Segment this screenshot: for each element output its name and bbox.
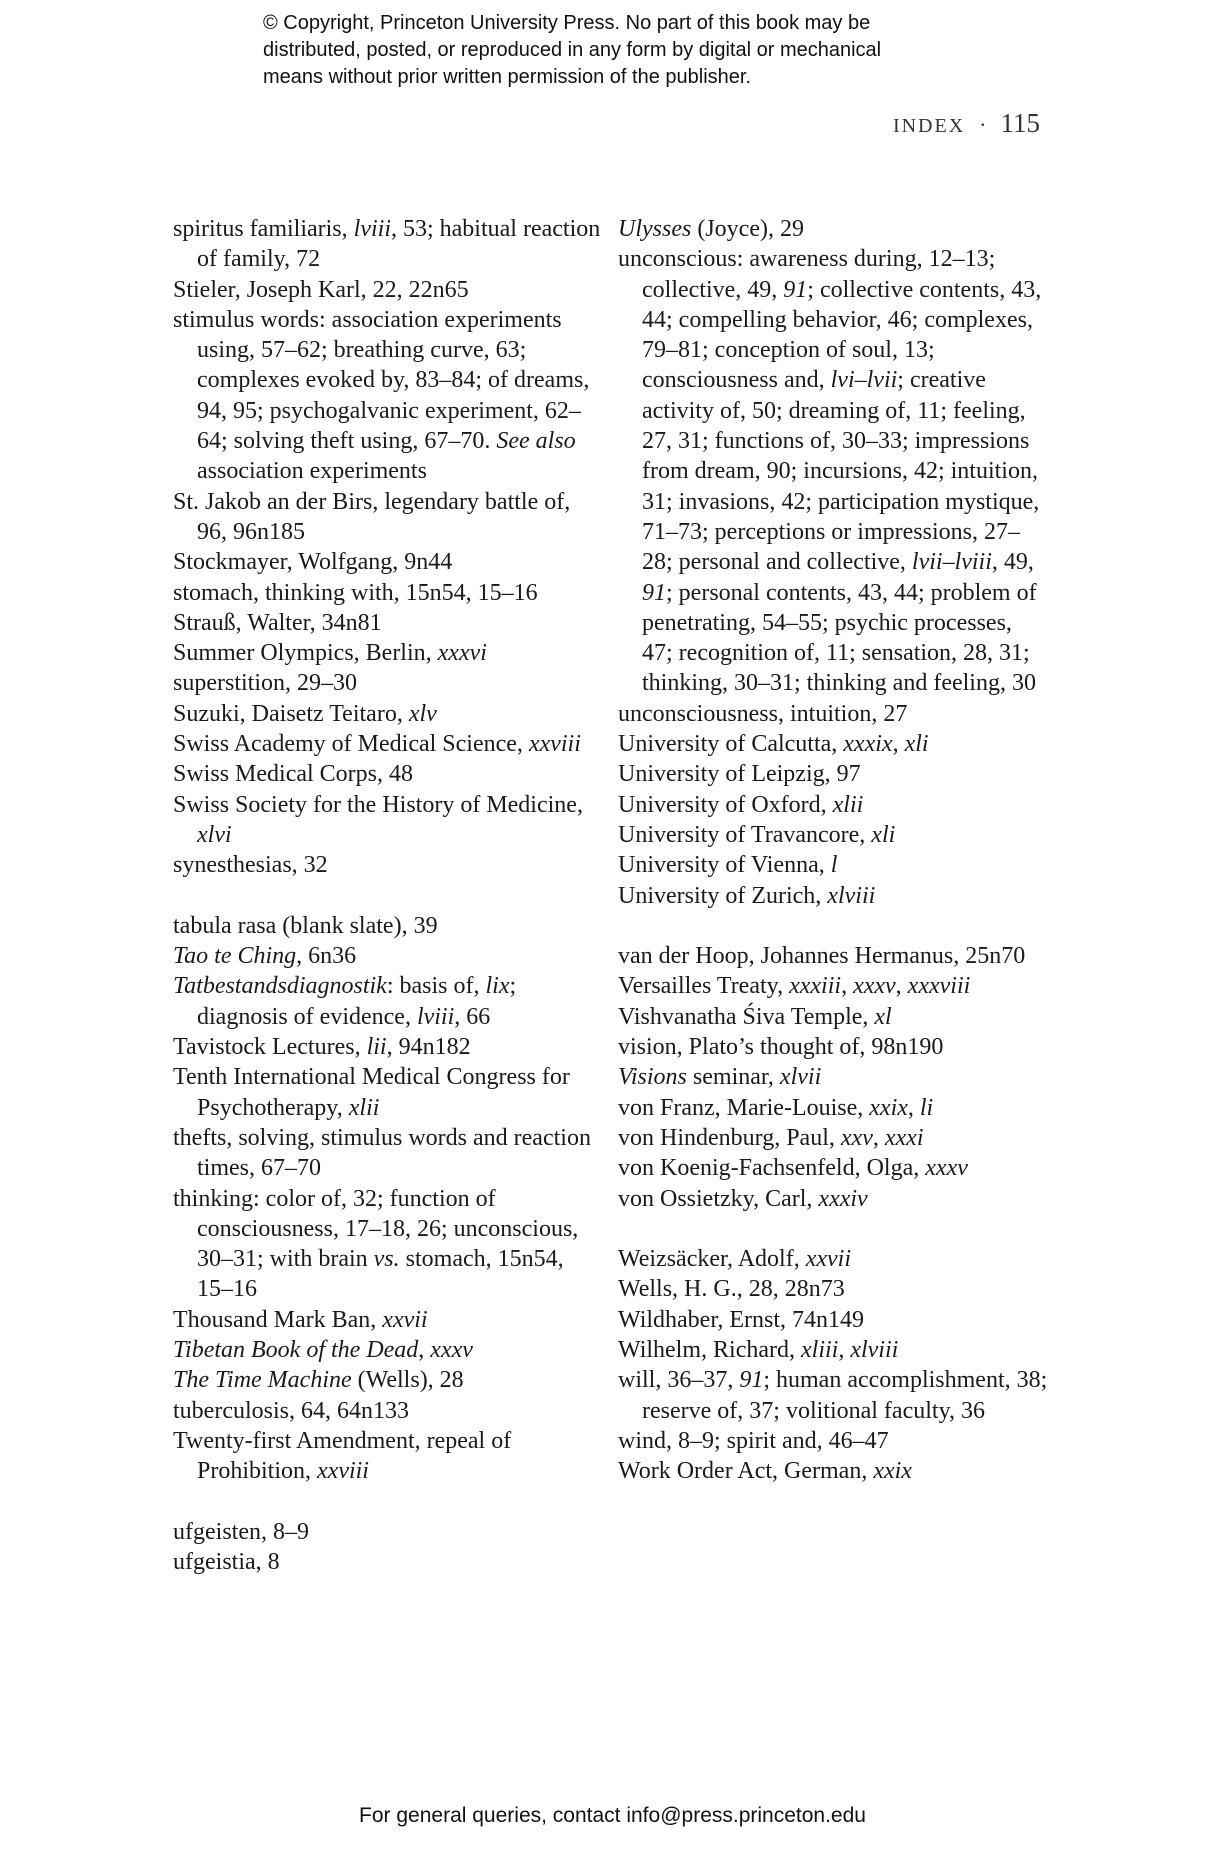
letter-group-gap	[173, 1486, 603, 1516]
index-entry: University of Calcutta, xxxix, xli	[618, 731, 929, 758]
index-entry: Visions seminar, xlvii	[618, 1064, 822, 1091]
running-head-separator: ·	[979, 112, 987, 137]
index-entry: University of Travancore, xli	[618, 821, 896, 848]
index-entry: tabula rasa (blank slate), 39	[173, 912, 438, 939]
index-entry: The Time Machine (Wells), 28	[173, 1367, 464, 1394]
index-entry: Ulysses (Joyce), 29	[618, 216, 804, 242]
index-entry: vision, Plato’s thought of, 98n190	[618, 1034, 944, 1061]
index-entry: Wilhelm, Richard, xliii, xlviii	[618, 1336, 899, 1363]
index-entry: Suzuki, Daisetz Teitaro, xlv	[173, 700, 437, 727]
index-entry: Stieler, Joseph Karl, 22, 22n65	[173, 276, 469, 303]
index-entry: spiritus familiaris, lviii, 53; habitual reaction of family, 72	[173, 216, 601, 273]
index-column-left	[173, 214, 603, 1577]
copyright-notice	[263, 10, 983, 91]
index-entry: Weizsäcker, Adolf, xxvii	[618, 1246, 851, 1273]
index-entry: Tibetan Book of the Dead, xxxv	[173, 1336, 473, 1363]
index-entry: thefts, solving, stimulus words and reaction times, 67–70	[173, 1124, 591, 1182]
index-entry: ufgeisten, 8–9	[173, 1518, 309, 1545]
copyright-line: distributed, posted, or reproduced in any form by digital or mechanical	[263, 39, 882, 61]
index-entry: Tavistock Lectures, lii, 94n182	[173, 1034, 471, 1061]
index-entry: von Ossietzky, Carl, xxxiv	[618, 1185, 868, 1212]
index-entry: University of Oxford, xlii	[618, 791, 864, 818]
running-head-label: INDEX	[892, 115, 966, 137]
index-entry: wind, 8–9; spirit and, 46–47	[618, 1427, 889, 1454]
index-entry: Swiss Society for the History of Medicine, xlvi	[173, 791, 583, 848]
index-entry: Swiss Medical Corps, 48	[173, 761, 413, 788]
index-column-right	[618, 214, 1048, 1486]
index-entry: stomach, thinking with, 15n54, 15–16	[173, 579, 538, 606]
index-entry: Tatbestandsdiagnostik: basis of, lix; diagnosis of evidence, lviii, 66	[173, 973, 517, 1030]
index-entry: stimulus words: association experiments using, 57–62; breathing curve, 63; complexes evoked by, 83–84; of dreams, 94, 95; psychogalvanic experiment, 62–64; solving theft using, 67–70. See also association experiments	[173, 306, 590, 485]
copyright-line: © Copyright, Princeton University Press. No part of this book may be	[263, 12, 871, 34]
page-number: 115	[1000, 108, 1040, 138]
index-entry: von Franz, Marie-Louise, xxix, li	[618, 1094, 934, 1121]
index-entry: Swiss Academy of Medical Science, xxviii	[173, 731, 581, 758]
index-entry: superstition, 29–30	[173, 670, 357, 697]
index-entry: University of Vienna, l	[618, 852, 838, 879]
footer-contact: For general queries, contact info@press.princeton.edu	[359, 1804, 866, 1827]
index-entry: synesthesias, 32	[173, 852, 328, 879]
index-entry: Tenth International Medical Congress for Psychotherapy, xlii	[173, 1064, 570, 1121]
index-entry: unconsciousness, intuition, 27	[618, 700, 908, 727]
index-entry: Strauß, Walter, 34n81	[173, 609, 382, 636]
index-entry: unconscious: awareness during, 12–13; collective, 49, 91; collective contents, 43, 44; compelling behavior, 46; complexes, 79–81; conception of soul, 13; consciousness and, lvi–lvii; creative activity of, 50; dreaming of, 11; feeling, 27, 31; functions of, 30–33; impressions from dream, 90; incursions, 42; intuition, 31; invasions, 42; participation mystique, 71–73; perceptions or impressions, 27–28; personal and collective, lvii–lviii, 49, 91; personal contents, 43, 44; problem of penetrating, 54–55; psychic processes, 47; recognition of, 11; sensation, 28, 31; thinking, 30–31; thinking and feeling, 30	[618, 246, 1042, 697]
index-entry: von Hindenburg, Paul, xxv, xxxi	[618, 1124, 924, 1151]
index-entry: van der Hoop, Johannes Hermanus, 25n70	[618, 943, 1026, 970]
index-entry: Tao te Ching, 6n36	[173, 943, 357, 970]
copyright-line: means without prior written permission of the publisher.	[263, 66, 752, 88]
running-head	[850, 108, 1040, 139]
letter-group-gap	[173, 881, 603, 911]
letter-group-gap	[618, 1214, 1048, 1244]
index-entry: Stockmayer, Wolfgang, 9n44	[173, 549, 453, 576]
index-entry: St. Jakob an der Birs, legendary battle of, 96, 96n185	[173, 488, 571, 545]
index-entry: University of Zurich, xlviii	[618, 882, 876, 909]
index-entry: will, 36–37, 91; human accomplishment, 38; reserve of, 37; volitional faculty, 36	[618, 1367, 1048, 1424]
index-entry: University of Leipzig, 97	[618, 761, 861, 788]
index-entry: Twenty-first Amendment, repeal of Prohibition, xxviii	[173, 1427, 512, 1485]
letter-group-gap	[618, 911, 1048, 941]
index-entry: Vishvanatha Śiva Temple, xl	[618, 1003, 892, 1030]
index-entry: von Koenig-Fachsenfeld, Olga, xxxv	[618, 1155, 968, 1182]
index-entry: Wildhaber, Ernst, 74n149	[618, 1306, 865, 1333]
index-entry: Thousand Mark Ban, xxvii	[173, 1306, 428, 1333]
index-entry: Versailles Treaty, xxxiii, xxxv, xxxviii	[618, 973, 971, 1000]
index-entry: thinking: color of, 32; function of consciousness, 17–18, 26; unconscious, 30–31; with brain vs. stomach, 15n54, 15–16	[173, 1185, 579, 1303]
index-entry: tuberculosis, 64, 64n133	[173, 1397, 409, 1424]
index-entry: Work Order Act, German, xxix	[618, 1458, 912, 1485]
index-entry: Summer Olympics, Berlin, xxxvi	[173, 640, 487, 667]
index-entry: Wells, H. G., 28, 28n73	[618, 1276, 845, 1303]
index-entry: ufgeistia, 8	[173, 1549, 280, 1576]
